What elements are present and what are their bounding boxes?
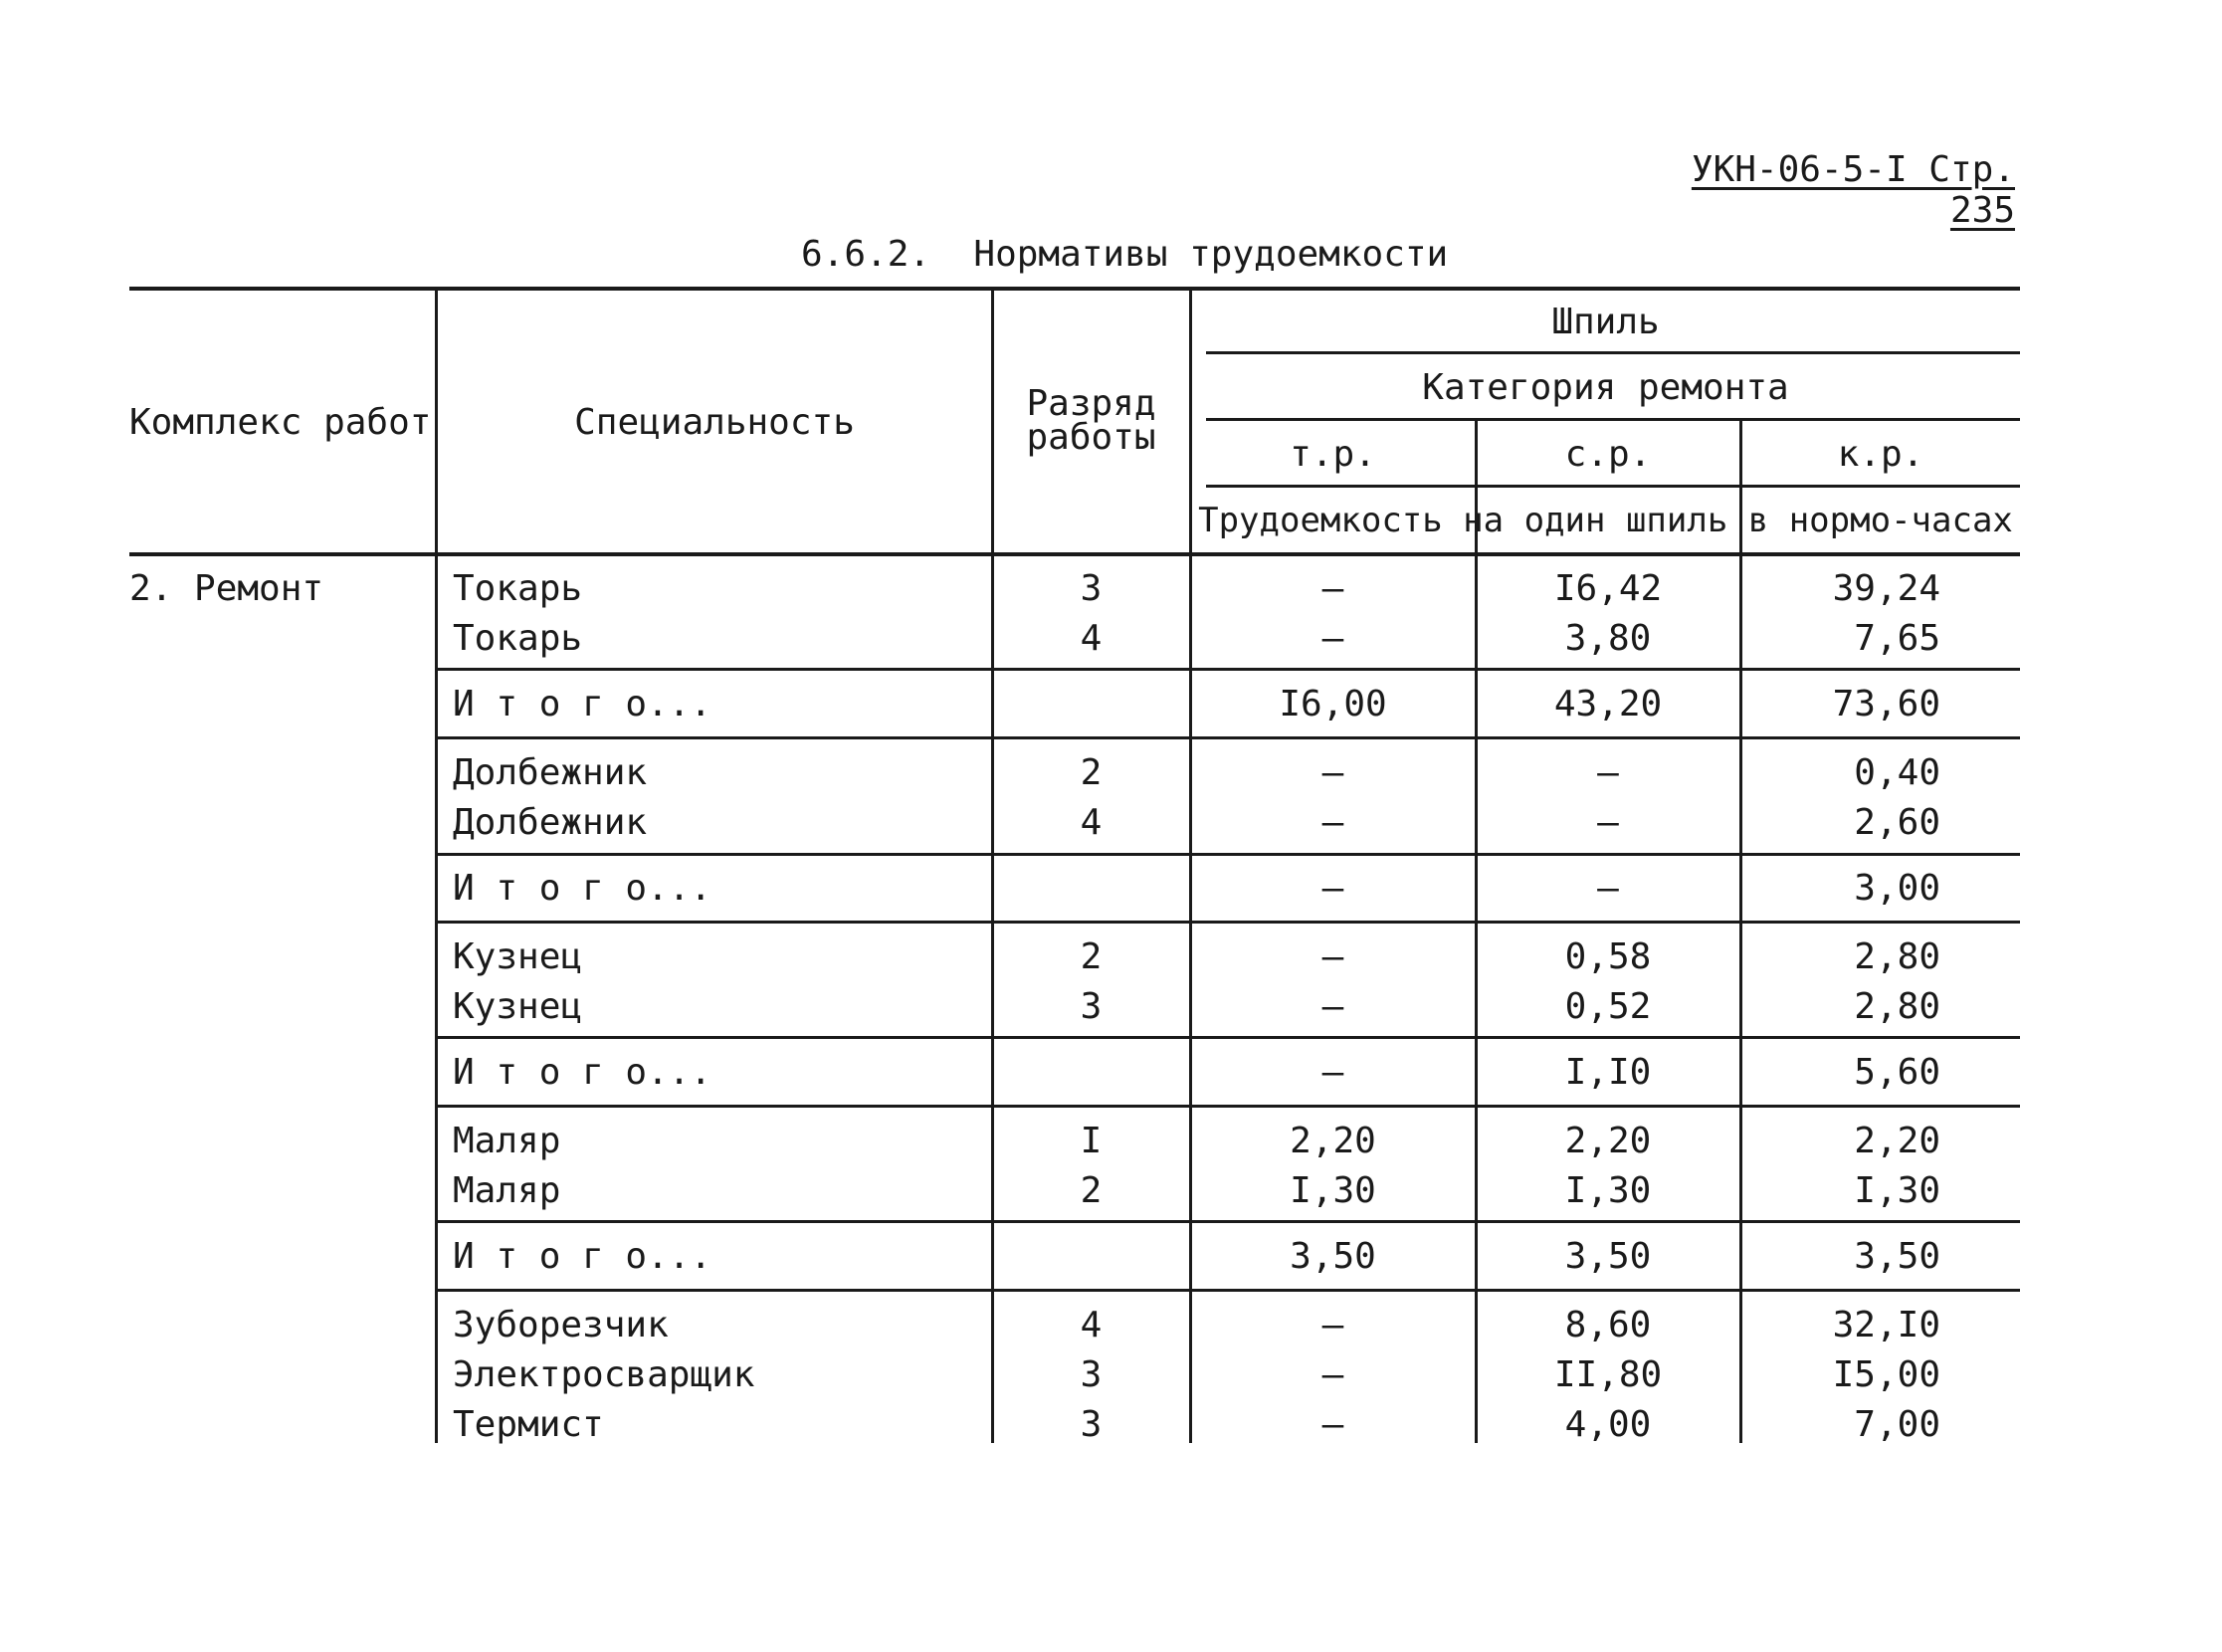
- sr-value-cell: II,80: [1553, 1354, 1663, 1395]
- kr-value-cell: I5,00: [1832, 1354, 1940, 1395]
- sr-value-cell: 3,80: [1564, 618, 1652, 659]
- divider-complex-specialty: [435, 289, 438, 1443]
- specialty-cell: Токарь: [453, 618, 583, 659]
- tr-value-cell: –: [1321, 986, 1344, 1027]
- header-rule-category: [1206, 418, 2020, 421]
- kr-value-cell: 2,20: [1854, 1121, 1940, 1161]
- sr-value-cell: –: [1597, 802, 1619, 843]
- header-object: Шпиль: [1551, 302, 1660, 342]
- kr-value-cell: 2,60: [1854, 802, 1940, 843]
- sr-value-cell: –: [1597, 868, 1619, 909]
- header-labor-note: Трудоемкость на один шпиль в нормо-часах: [1198, 501, 2013, 540]
- grade-cell: 4: [1080, 618, 1103, 659]
- kr-value-cell: I,30: [1854, 1170, 1940, 1211]
- grade-cell: 2: [1080, 752, 1103, 793]
- grade-cell: 4: [1080, 1305, 1103, 1345]
- specialty-cell: И т о г о...: [453, 1052, 712, 1093]
- tr-value-cell: –: [1321, 1404, 1344, 1445]
- header-repair-category: Категория ремонта: [1422, 367, 1789, 408]
- grade-cell: 4: [1080, 802, 1103, 843]
- specialty-cell: Зуборезчик: [453, 1305, 669, 1345]
- grade-cell: 3: [1080, 986, 1103, 1027]
- specialty-cell: И т о г о...: [453, 684, 712, 724]
- group-rule: [438, 921, 2020, 924]
- tr-value-cell: I6,00: [1279, 684, 1387, 724]
- grade-cell: 3: [1080, 568, 1103, 609]
- grade-cell: 3: [1080, 1354, 1103, 1395]
- specialty-cell: И т о г о...: [453, 868, 712, 909]
- tr-value-cell: 2,20: [1290, 1121, 1376, 1161]
- tr-value-cell: –: [1321, 1354, 1344, 1395]
- header-sr: с.р.: [1564, 434, 1652, 475]
- tr-value-cell: –: [1321, 802, 1344, 843]
- sr-value-cell: –: [1597, 752, 1619, 793]
- specialty-cell: Термист: [453, 1404, 604, 1445]
- group-rule: [438, 1289, 2020, 1292]
- header-specialty: Специальность: [574, 402, 855, 443]
- sr-value-cell: I6,42: [1553, 568, 1663, 609]
- header-tr: т.р.: [1290, 434, 1376, 475]
- kr-value-cell: 2,80: [1854, 936, 1940, 977]
- table-title: 6.6.2. Нормативы трудоемкости: [801, 234, 1449, 275]
- group-rule: [438, 1220, 2020, 1223]
- header-complex: Комплекс работ: [129, 402, 432, 443]
- specialty-cell: Токарь: [453, 568, 583, 609]
- kr-value-cell: 73,60: [1832, 684, 1940, 724]
- header-grade-line2: работы: [1026, 417, 1156, 458]
- group-rule: [438, 1105, 2020, 1108]
- document-reference: УКН-06-5-I Стр. 235: [1691, 149, 2015, 231]
- tr-value-cell: I,30: [1290, 1170, 1376, 1211]
- kr-value-cell: 32,I0: [1832, 1305, 1940, 1345]
- header-bottom-rule: [129, 552, 2020, 556]
- header-rule-columns: [1206, 485, 2020, 488]
- table-top-rule: [129, 287, 2020, 291]
- kr-value-cell: 7,00: [1854, 1404, 1940, 1445]
- kr-value-cell: 7,65: [1854, 618, 1940, 659]
- kr-value-cell: 0,40: [1854, 752, 1940, 793]
- specialty-cell: Маляр: [453, 1170, 561, 1211]
- specialty-cell: И т о г о...: [453, 1236, 712, 1277]
- sr-value-cell: I,I0: [1564, 1052, 1652, 1093]
- complex-label: 2. Ремонт: [129, 568, 324, 609]
- specialty-cell: Маляр: [453, 1121, 561, 1161]
- kr-value-cell: 5,60: [1854, 1052, 1940, 1093]
- kr-value-cell: 39,24: [1832, 568, 1940, 609]
- specialty-cell: Долбежник: [453, 752, 648, 793]
- tr-value-cell: –: [1321, 752, 1344, 793]
- sr-value-cell: 0,52: [1564, 986, 1652, 1027]
- specialty-cell: Электросварщик: [453, 1354, 755, 1395]
- tr-value-cell: –: [1321, 868, 1344, 909]
- sr-value-cell: 43,20: [1553, 684, 1663, 724]
- kr-value-cell: 2,80: [1854, 986, 1940, 1027]
- kr-value-cell: 3,50: [1854, 1236, 1940, 1277]
- tr-value-cell: –: [1321, 618, 1344, 659]
- tr-value-cell: 3,50: [1290, 1236, 1376, 1277]
- group-rule: [438, 1036, 2020, 1039]
- header-rule-object: [1206, 351, 2020, 354]
- grade-cell: 2: [1080, 1170, 1103, 1211]
- grade-cell: 3: [1080, 1404, 1103, 1445]
- specialty-cell: Кузнец: [453, 936, 583, 977]
- grade-cell: I: [1080, 1121, 1103, 1161]
- group-rule: [438, 668, 2020, 671]
- header-kr: к.р.: [1837, 434, 1924, 475]
- grade-cell: 2: [1080, 936, 1103, 977]
- kr-value-cell: 3,00: [1854, 868, 1940, 909]
- header-grade-line1: Разряд: [1026, 383, 1156, 424]
- group-rule: [438, 853, 2020, 856]
- tr-value-cell: –: [1321, 936, 1344, 977]
- sr-value-cell: 4,00: [1564, 1404, 1652, 1445]
- tr-value-cell: –: [1321, 1305, 1344, 1345]
- tr-value-cell: –: [1321, 568, 1344, 609]
- group-rule: [438, 736, 2020, 739]
- sr-value-cell: 2,20: [1564, 1121, 1652, 1161]
- sr-value-cell: 3,50: [1564, 1236, 1652, 1277]
- specialty-cell: Кузнец: [453, 986, 583, 1027]
- sr-value-cell: 8,60: [1564, 1305, 1652, 1345]
- tr-value-cell: –: [1321, 1052, 1344, 1093]
- sr-value-cell: 0,58: [1564, 936, 1652, 977]
- specialty-cell: Долбежник: [453, 802, 648, 843]
- sr-value-cell: I,30: [1564, 1170, 1652, 1211]
- divider-specialty-grade: [991, 289, 994, 1443]
